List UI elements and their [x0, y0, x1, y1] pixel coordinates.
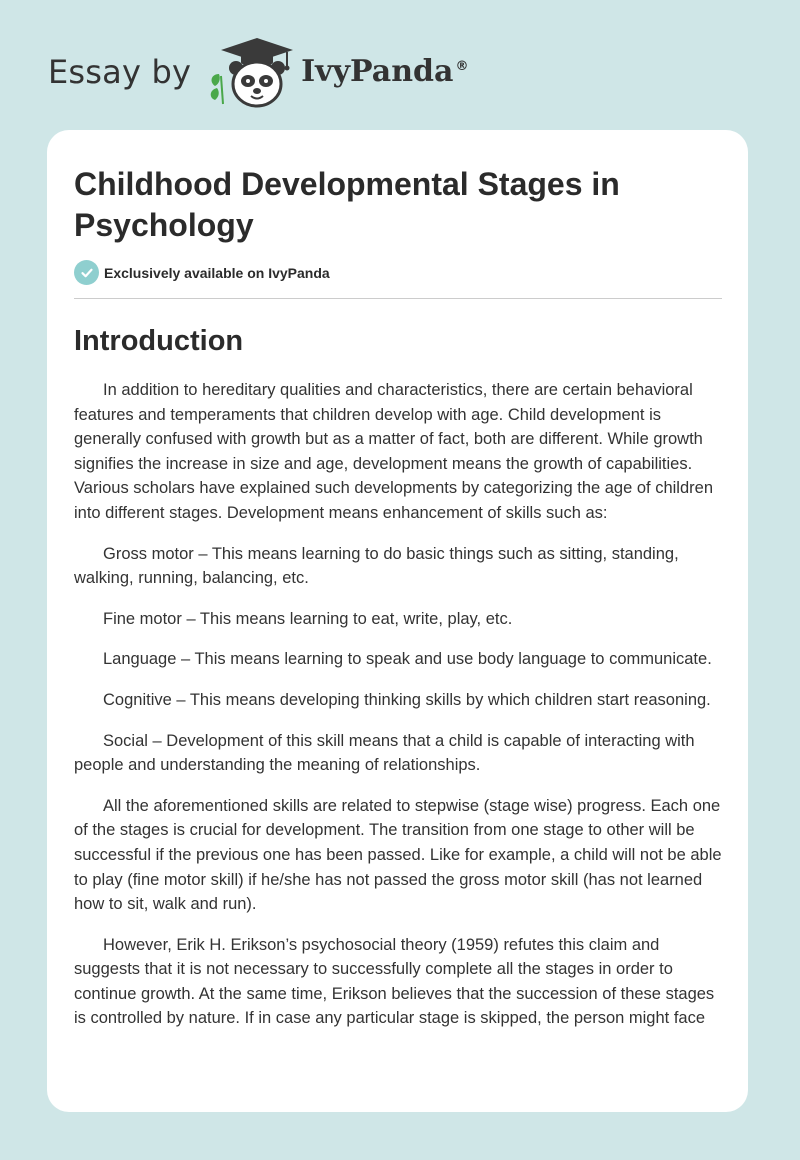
paragraph: Gross motor – This means learning to do basic things such as sitting, standing, walking, running, balancing, etc. — [74, 544, 679, 588]
paragraph: In addition to hereditary qualities and characteristics, there are certain behavioral features and temperaments that children develop with age. Child development is generally confused with growth but as a matter of fact, both are different. While growth signifies the increase in size and age, development means the growth of capabilities. Various scholars have explained such developments by categorizing the age of children into different stages. Development means enhancement of skills such as: — [74, 381, 713, 522]
paragraph: Fine motor – This means learning to eat, write, play, etc. — [103, 609, 513, 628]
paragraph: Language – This means learning to speak and use body language to communicate. — [103, 650, 712, 669]
panda-graduate-logo-icon — [205, 34, 297, 110]
paragraph: However, Erik H. Erikson’s psychosocial theory (1959) refutes this claim and suggests that it is not necessary to successfully complete all the stages in order to continue growth. At the same time, Erikson believes that the succession of these stages is controlled by nature. If in case any particular stage is skipped, the person might face — [74, 935, 715, 1028]
exclusive-badge — [74, 260, 722, 299]
brand-name: IvyPanda ® — [301, 54, 469, 89]
badge-text: Exclusively available on IvyPanda — [104, 264, 330, 281]
paragraph: Social – Development of this skill means that a child is capable of interacting with people and understanding the meaning of relationships. — [74, 731, 695, 775]
page-title: Childhood Developmental Stages in Psychology — [74, 166, 620, 243]
brand-prefix: Essay by — [48, 53, 192, 91]
site-brand[interactable] — [48, 34, 468, 110]
registered-mark: ® — [455, 59, 469, 74]
essay-card — [47, 130, 748, 1112]
checkmark-icon — [74, 260, 99, 285]
section-heading: Introduction — [74, 325, 244, 357]
paragraph: All the aforementioned skills are related to stepwise (stage wise) progress. Each one of the stages is crucial for development. The transition from one stage to other will be successful if the previous one has been passed. Like for example, a child will not be able to play (fine motor skill) if he/she has not passed the gross motor skill (has not learned how to sit, walk and run). — [74, 796, 722, 914]
paragraph: Cognitive – This means developing thinking skills by which children start reasoning. — [103, 690, 711, 709]
